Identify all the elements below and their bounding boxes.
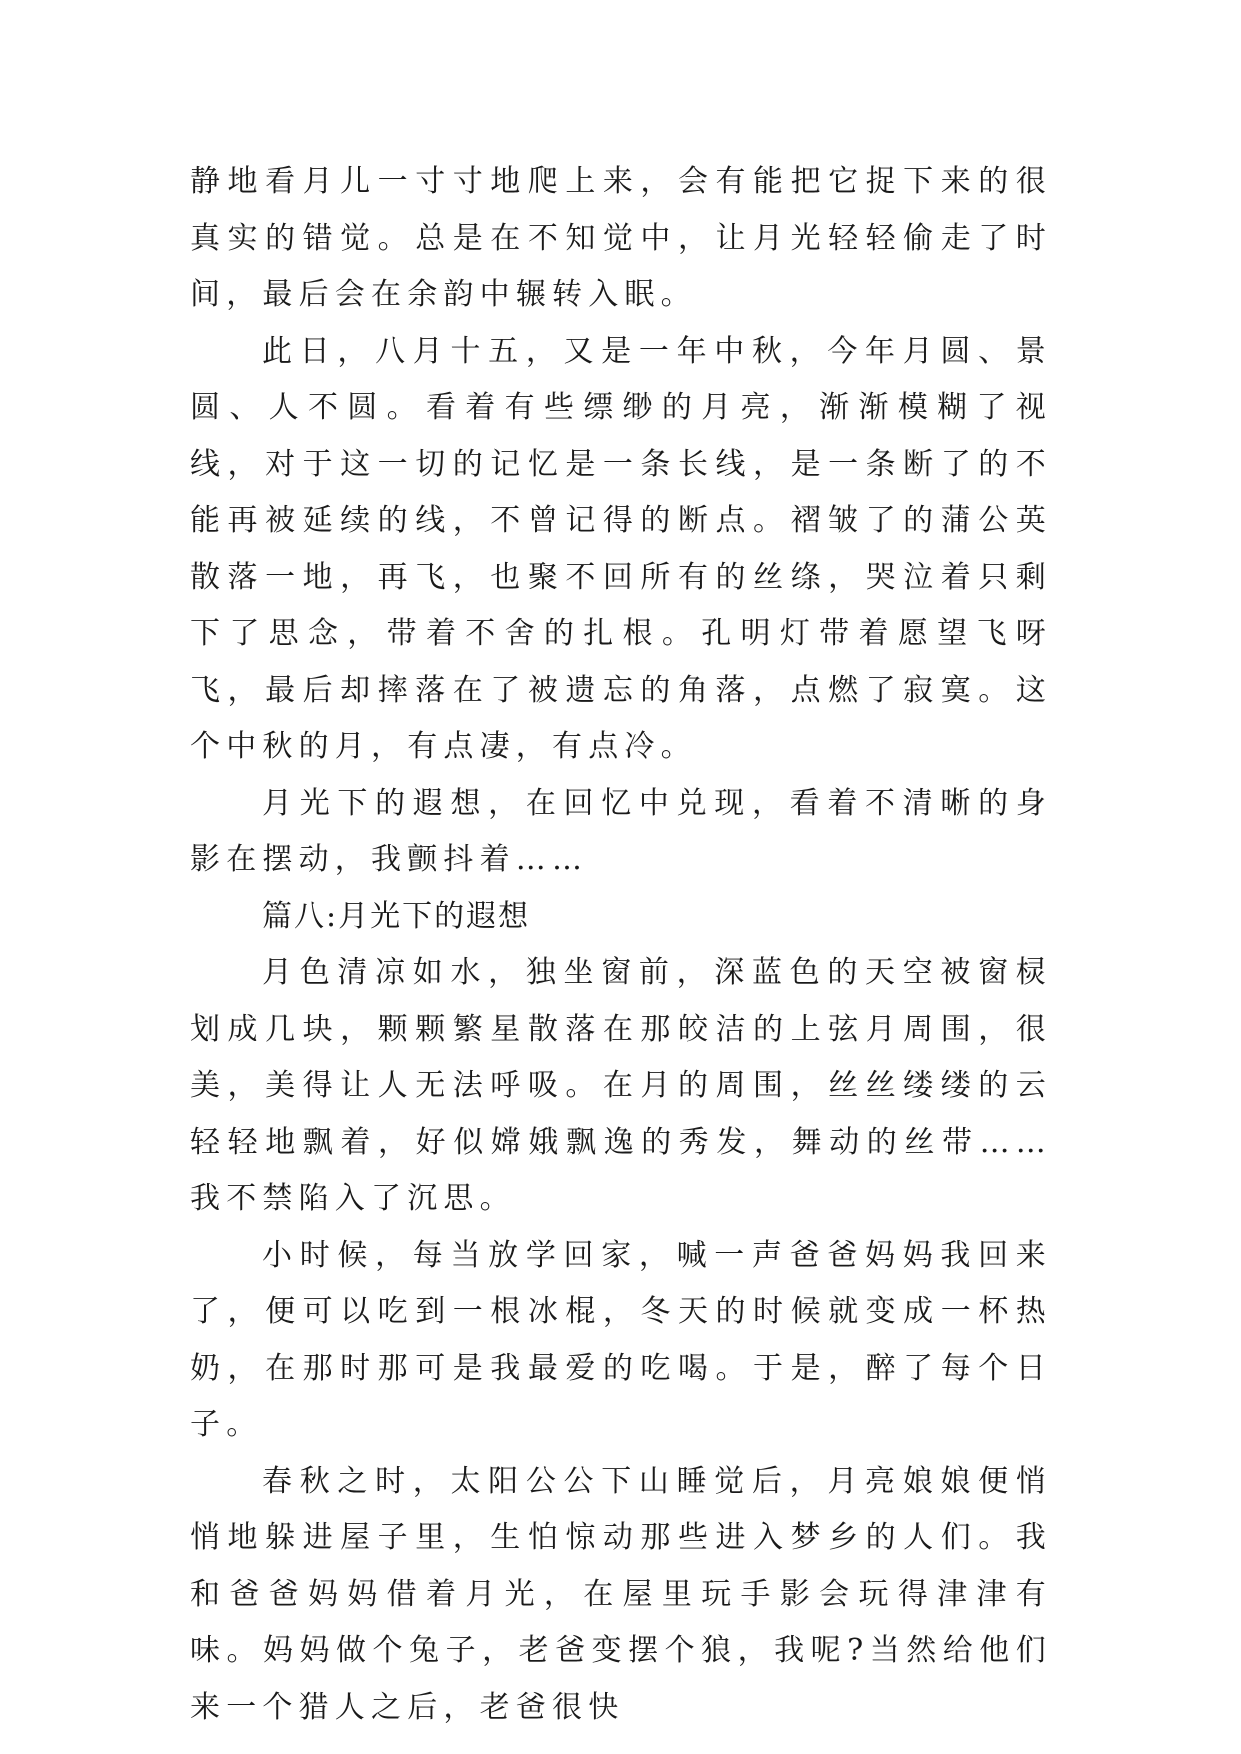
paragraph-3: 月光下的遐想，在回忆中兑现，看着不清晰的身影在摆动，我颤抖着…… — [190, 785, 1052, 877]
paragraph-6: 春秋之时，太阳公公下山睡觉后，月亮娘娘便悄悄地躲进屋子里，生怕惊动那些进入梦乡的人们。我和爸爸妈妈借着月光，在屋里玩手影会玩得津津有味。妈妈做个兔子，老爸变摆个狼，我呢?当然给他们来一个猎人之后，老爸很快 — [190, 1463, 1052, 1725]
paragraph-1: 静地看月儿一寸寸地爬上来，会有能把它捉下来的很真实的错觉。总是在不知觉中，让月光轻轻偷走了时间，最后会在余韵中辗转入眠。 — [190, 164, 1052, 312]
paragraph-4: 月色清凉如水，独坐窗前，深蓝色的天空被窗棂划成几块，颗颗繁星散落在那皎洁的上弦月周围，很美，美得让人无法呼吸。在月的周围，丝丝缕缕的云轻轻地飘着，好似嫦娥飘逸的秀发，舞动的丝带……我不禁陷入了沉思。 — [190, 955, 1052, 1216]
section-heading: 篇八:月光下的遐想 — [262, 898, 531, 934]
paragraph-5: 小时候，每当放学回家，喊一声爸爸妈妈我回来了，便可以吃到一根冰棍，冬天的时候就变成一杯热奶，在那时那可是我最爱的吃喝。于是，醉了每个日子。 — [190, 1237, 1052, 1442]
body-text — [190, 154, 1052, 1736]
paragraph-2: 此日，八月十五，又是一年中秋，今年月圆、景圆、人不圆。看着有些缥缈的月亮，渐渐模糊了视线，对于这一切的记忆是一条长线，是一条断了的不能再被延续的线，不曾记得的断点。褶皱了的蒲公英散落一地，再飞，也聚不回所有的丝绦，哭泣着只剩下了思念，带着不舍的扎根。孔明灯带着愿望飞呀飞，最后却摔落在了被遗忘的角落，点燃了寂寞。这个中秋的月，有点凄，有点冷。 — [190, 333, 1052, 764]
